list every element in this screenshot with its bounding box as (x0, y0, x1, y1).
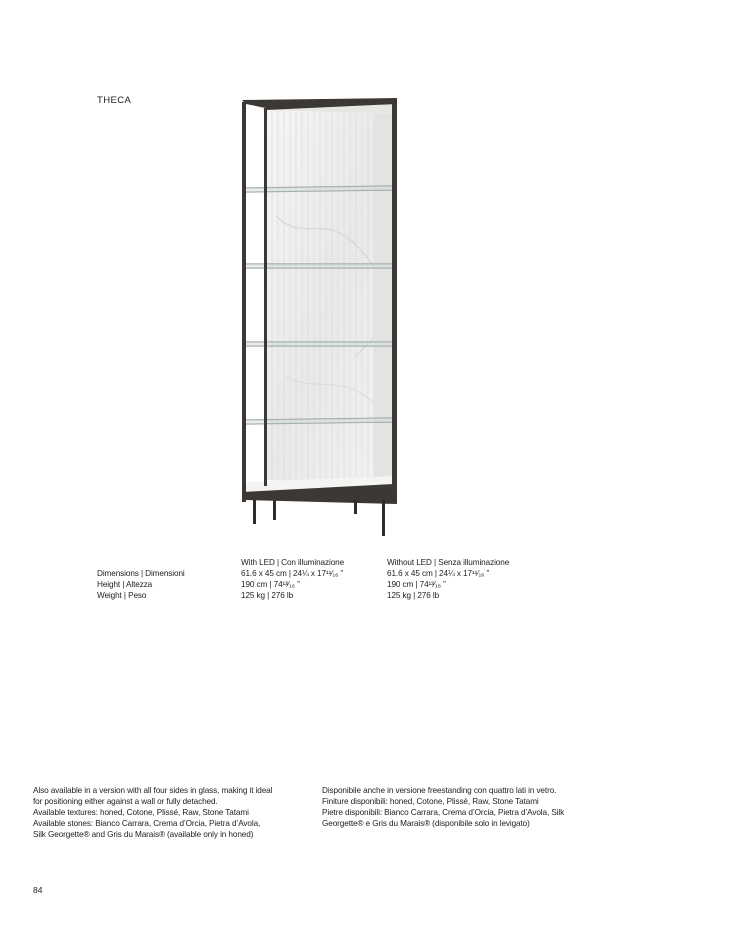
spec-value-height: 190 cm | 74¹³⁄₁₆ ” (387, 580, 446, 589)
description-line: Georgette® e Gris du Marais® (disponibile solo in levigato) (322, 819, 530, 828)
description-line: Disponibile anche in versione freestanding con quattro lati in vetro. (322, 786, 557, 795)
cabinet-drawing (242, 98, 397, 536)
description-english (33, 785, 272, 840)
description-line: Available stones: Bianco Carrara, Crema d’Orcia, Pietra d’Avola, (33, 819, 261, 828)
spec-label-dimensions: Dimensions | Dimensioni (97, 569, 185, 578)
spec-label-height: Height | Altezza (97, 580, 153, 589)
description-line: Silk Georgette® and Gris du Marais® (available only in honed) (33, 830, 254, 839)
description-line: Pietre disponibili: Bianco Carrara, Crema d’Orcia, Pietra d’Avola, Silk (322, 808, 565, 817)
spec-column-with-led (241, 557, 344, 601)
product-title: THECA (97, 95, 132, 106)
description-line: Finiture disponibili: honed, Cotone, Plissé, Raw, Stone Tatami (322, 797, 539, 806)
description-italian (322, 785, 564, 829)
spec-value-dimensions: 61.6 x 45 cm | 24¼ x 17¹¹⁄₁₆ ” (241, 569, 344, 578)
description-line: Available textures: honed, Cotone, Plissé, Raw, Stone Tatami (33, 808, 249, 817)
cabinet-image (236, 96, 428, 544)
description-line: Also available in a version with all four sides in glass, making it ideal (33, 786, 273, 795)
spec-value-weight: 125 kg | 276 lb (241, 591, 294, 600)
page-number: 84 (33, 885, 43, 895)
spec-value-weight: 125 kg | 276 lb (387, 591, 440, 600)
spec-label-weight: Weight | Peso (97, 591, 147, 600)
spec-header-with-led: With LED | Con illuminazione (241, 558, 345, 567)
spec-column-without-led (387, 557, 509, 601)
spec-value-height: 190 cm | 74¹³⁄₁₆ ” (241, 580, 300, 589)
spec-labels (97, 568, 185, 601)
spec-value-dimensions: 61.6 x 45 cm | 24¼ x 17¹¹⁄₁₆ ” (387, 569, 490, 578)
description-line: for positioning either against a wall or fully detached. (33, 797, 218, 806)
spec-header-without-led: Without LED | Senza illuminazione (387, 558, 510, 567)
